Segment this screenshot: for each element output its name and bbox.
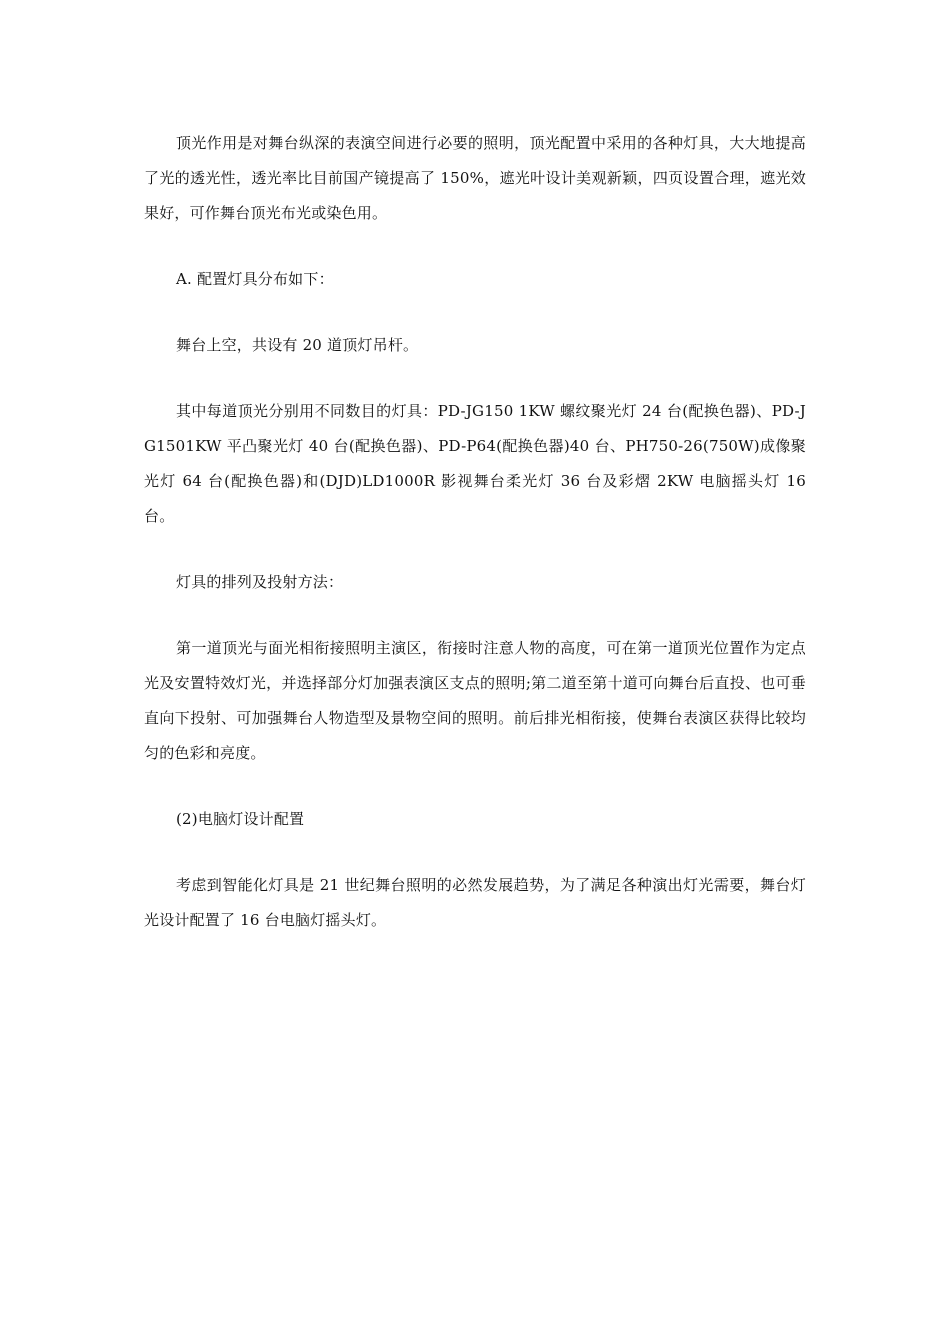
paragraph-top-light-intro: 顶光作用是对舞台纵深的表演空间进行必要的照明，顶光配置中采用的各种灯具，大大地提高了光的透光性，透光率比目前国产镜提高了 150%，遮光叶设计美观新颖，四页设置合理，遮光效果好，可作舞台顶光布光或染色用。	[144, 134, 806, 222]
paragraph-gap	[144, 771, 806, 802]
paragraph-stage-battens: 舞台上空，共设有 20 道顶灯吊杆。	[176, 336, 419, 354]
paragraph-arrangement-heading: 灯具的排列及投射方法：	[176, 573, 344, 591]
paragraph-gap	[144, 231, 806, 262]
paragraph-arrangement-details: 第一道顶光与面光相衔接照明主演区，衔接时注意人物的高度，可在第一道顶光位置作为定点光及安置特效灯光，并选择部分灯加强表演区支点的照明;第二道至第十道可向舞台后直投、也可垂直向下投射、可加强舞台人物造型及景物空间的照明。前后排光相衔接，使舞台表演区获得比较均匀的色彩和亮度。	[144, 639, 806, 762]
paragraph-moving-light-heading: (2)电脑灯设计配置	[176, 810, 305, 828]
paragraph-gap	[144, 363, 806, 394]
paragraph-gap	[144, 600, 806, 631]
paragraph-fixture-list: 其中每道顶光分别用不同数目的灯具：PD-JG150 1KW 螺纹聚光灯 24 台(配换色器)、PD-JG1501KW 平凸聚光灯 40 台(配换色器)、PD-P64(配换色器)40 台、PH750-26(750W)成像聚光灯 64 台(配换色器)和(DJD)LD1000R 影视舞台柔光灯 36 台及彩熠 2KW 电脑摇头灯 16 台。	[144, 402, 806, 525]
paragraph-config-heading: A. 配置灯具分布如下：	[176, 270, 334, 288]
paragraph-gap	[144, 534, 806, 565]
paragraph-moving-light-details: 考虑到智能化灯具是 21 世纪舞台照明的必然发展趋势，为了满足各种演出灯光需要，舞台灯光设计配置了 16 台电脑灯摇头灯。	[144, 876, 806, 929]
paragraph-gap	[144, 837, 806, 868]
document-body	[144, 126, 806, 938]
paragraph-gap	[144, 297, 806, 328]
